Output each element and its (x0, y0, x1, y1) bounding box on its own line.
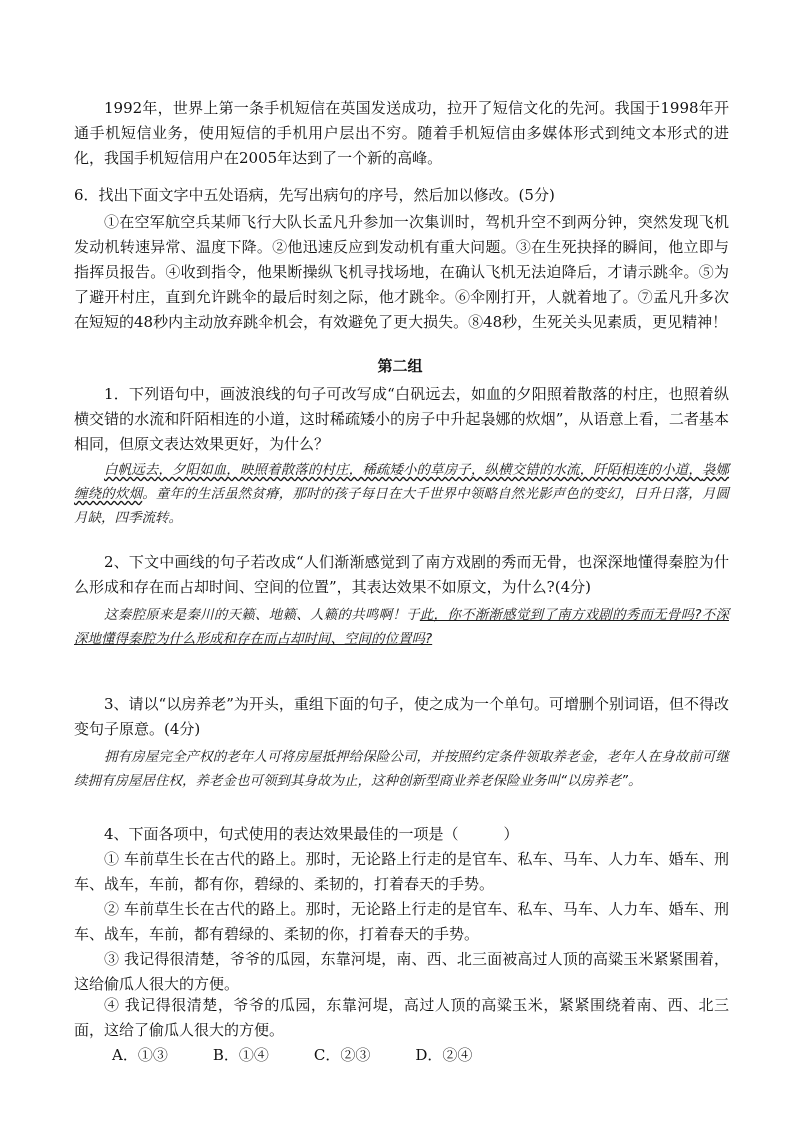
group2-heading: 第二组 (377, 357, 423, 375)
q2-answer-underlined: 此，你不渐渐感觉到了南方戏剧的秀而无骨吗?不深深地懂得秦腔为什么形成和存在而占却时间、空间的位置吗? (74, 607, 729, 647)
q6-prompt: 6．找出下面文字中五处语病，先写出病句的序号，然后加以修改。(5分) (74, 186, 555, 204)
q3-prompt: 3、请以“以房养老”为开头，重组下面的句子，使之成为一个单句。可增删个别词语，但不得改变句子原意。(4分) (74, 695, 729, 738)
q4-prompt: 4、下面各项中，句式使用的表达效果最佳的一项是（ ） (104, 825, 519, 843)
q1-answer-wavy-line2: 袅娜缠绕的炊烟 (74, 462, 730, 502)
q1-answer-wavy-line1: 白帆远去，夕阳如血，映照着散落的村庄，稀疏矮小的草房子，纵横交错的水流，阡陌相连的小道， (104, 462, 702, 478)
q4-option-4: ④ 我记得很清楚，爷爷的瓜园，东靠河堤，高过人顶的高粱玉米，紧紧围绕着南、西、北三面，这给了偷瓜人很大的方便。 (74, 996, 729, 1039)
q4-choices: A．①③ B．①④ C．②③ D．②④ (112, 1046, 473, 1064)
q4-option-1: ① 车前草生长在古代的路上。那时，无论路上行走的是官车、私车、马车、人力车、婚车、刑车、战车，车前，都有你，碧绿的、柔韧的，打着春天的手势。 (74, 850, 729, 893)
q1-answer-rest: 。童年的生活虽然贫瘠，那时的孩子每日在大千世界中领略自然光影声色的变幻，日升日落，月圆月缺，四季流转。 (74, 486, 730, 526)
q2-answer-plain: 这秦腔原来是秦川的天籁、地籁、人籁的共鸣啊！于 (104, 607, 420, 623)
q4-option-2: ② 车前草生长在古代的路上。那时，无论路上行走的是官车、私车、马车、人力车、婚车、刑车、战车，车前，都有碧绿的、柔韧的你，打着春天的手势。 (74, 900, 729, 943)
q2-answer (74, 603, 729, 651)
q1-answer (74, 458, 729, 530)
q2-prompt: 2、下文中画线的句子若改成“人们渐渐感觉到了南方戏剧的秀而无骨，也深深地懂得秦腔为什么形成和存在而占却时间、空间的位置”，其表达效果不如原文，为什么?(4分) (74, 553, 729, 596)
intro-paragraph: 1992年，世界上第一条手机短信在英国发送成功，拉开了短信文化的先河。我国于1998年开通手机短信业务，使用短信的手机用户层出不穷。随着手机短信由多媒体形式到纯文本形式的进化，我国手机短信用户在2005年达到了一个新的高峰。 (74, 99, 729, 167)
q6-text: ①在空军航空兵某师飞行大队长孟凡升参加一次集训时，驾机升空不到两分钟，突然发现飞机发动机转速异常、温度下降。②他迅速反应到发动机有重大问题。③在生死抉择的瞬间，他立即与指挥员报告。④收到指令，他果断操纵飞机寻找场地，在确认飞机无法迫降后，才请示跳伞。⑤为了避开村庄，直到允许跳伞的最后时刻之际，他才跳伞。⑥伞刚打开，人就着地了。⑦孟凡升多次在短短的48秒内主动放弃跳伞机会，有效避免了更大损失。⑧48秒，生死关头见素质，更见精神！ (74, 213, 729, 331)
q4-option-3: ③ 我记得很清楚，爷爷的瓜园，东靠河堤，南、西、北三面被高过人顶的高粱玉米紧紧围着，这给偷瓜人很大的方便。 (74, 950, 729, 993)
q3-answer: 拥有房屋完全产权的老年人可将房屋抵押给保险公司，并按照约定条件领取养老金，老年人在身故前可继续拥有房屋居住权，养老金也可领到其身故为止，这种创新型商业养老保险业务叫“以房养老”。 (74, 749, 729, 789)
q1-prompt: 1．下列语句中，画波浪线的句子可改写成“白矾远去，如血的夕阳照着散落的村庄，也照着纵横交错的水流和阡陌相连的小道，这时稀疏矮小的房子中升起袅娜的炊烟”，从语意上看，二者基本相同，但原文表达效果更好，为什么？ (74, 385, 729, 453)
